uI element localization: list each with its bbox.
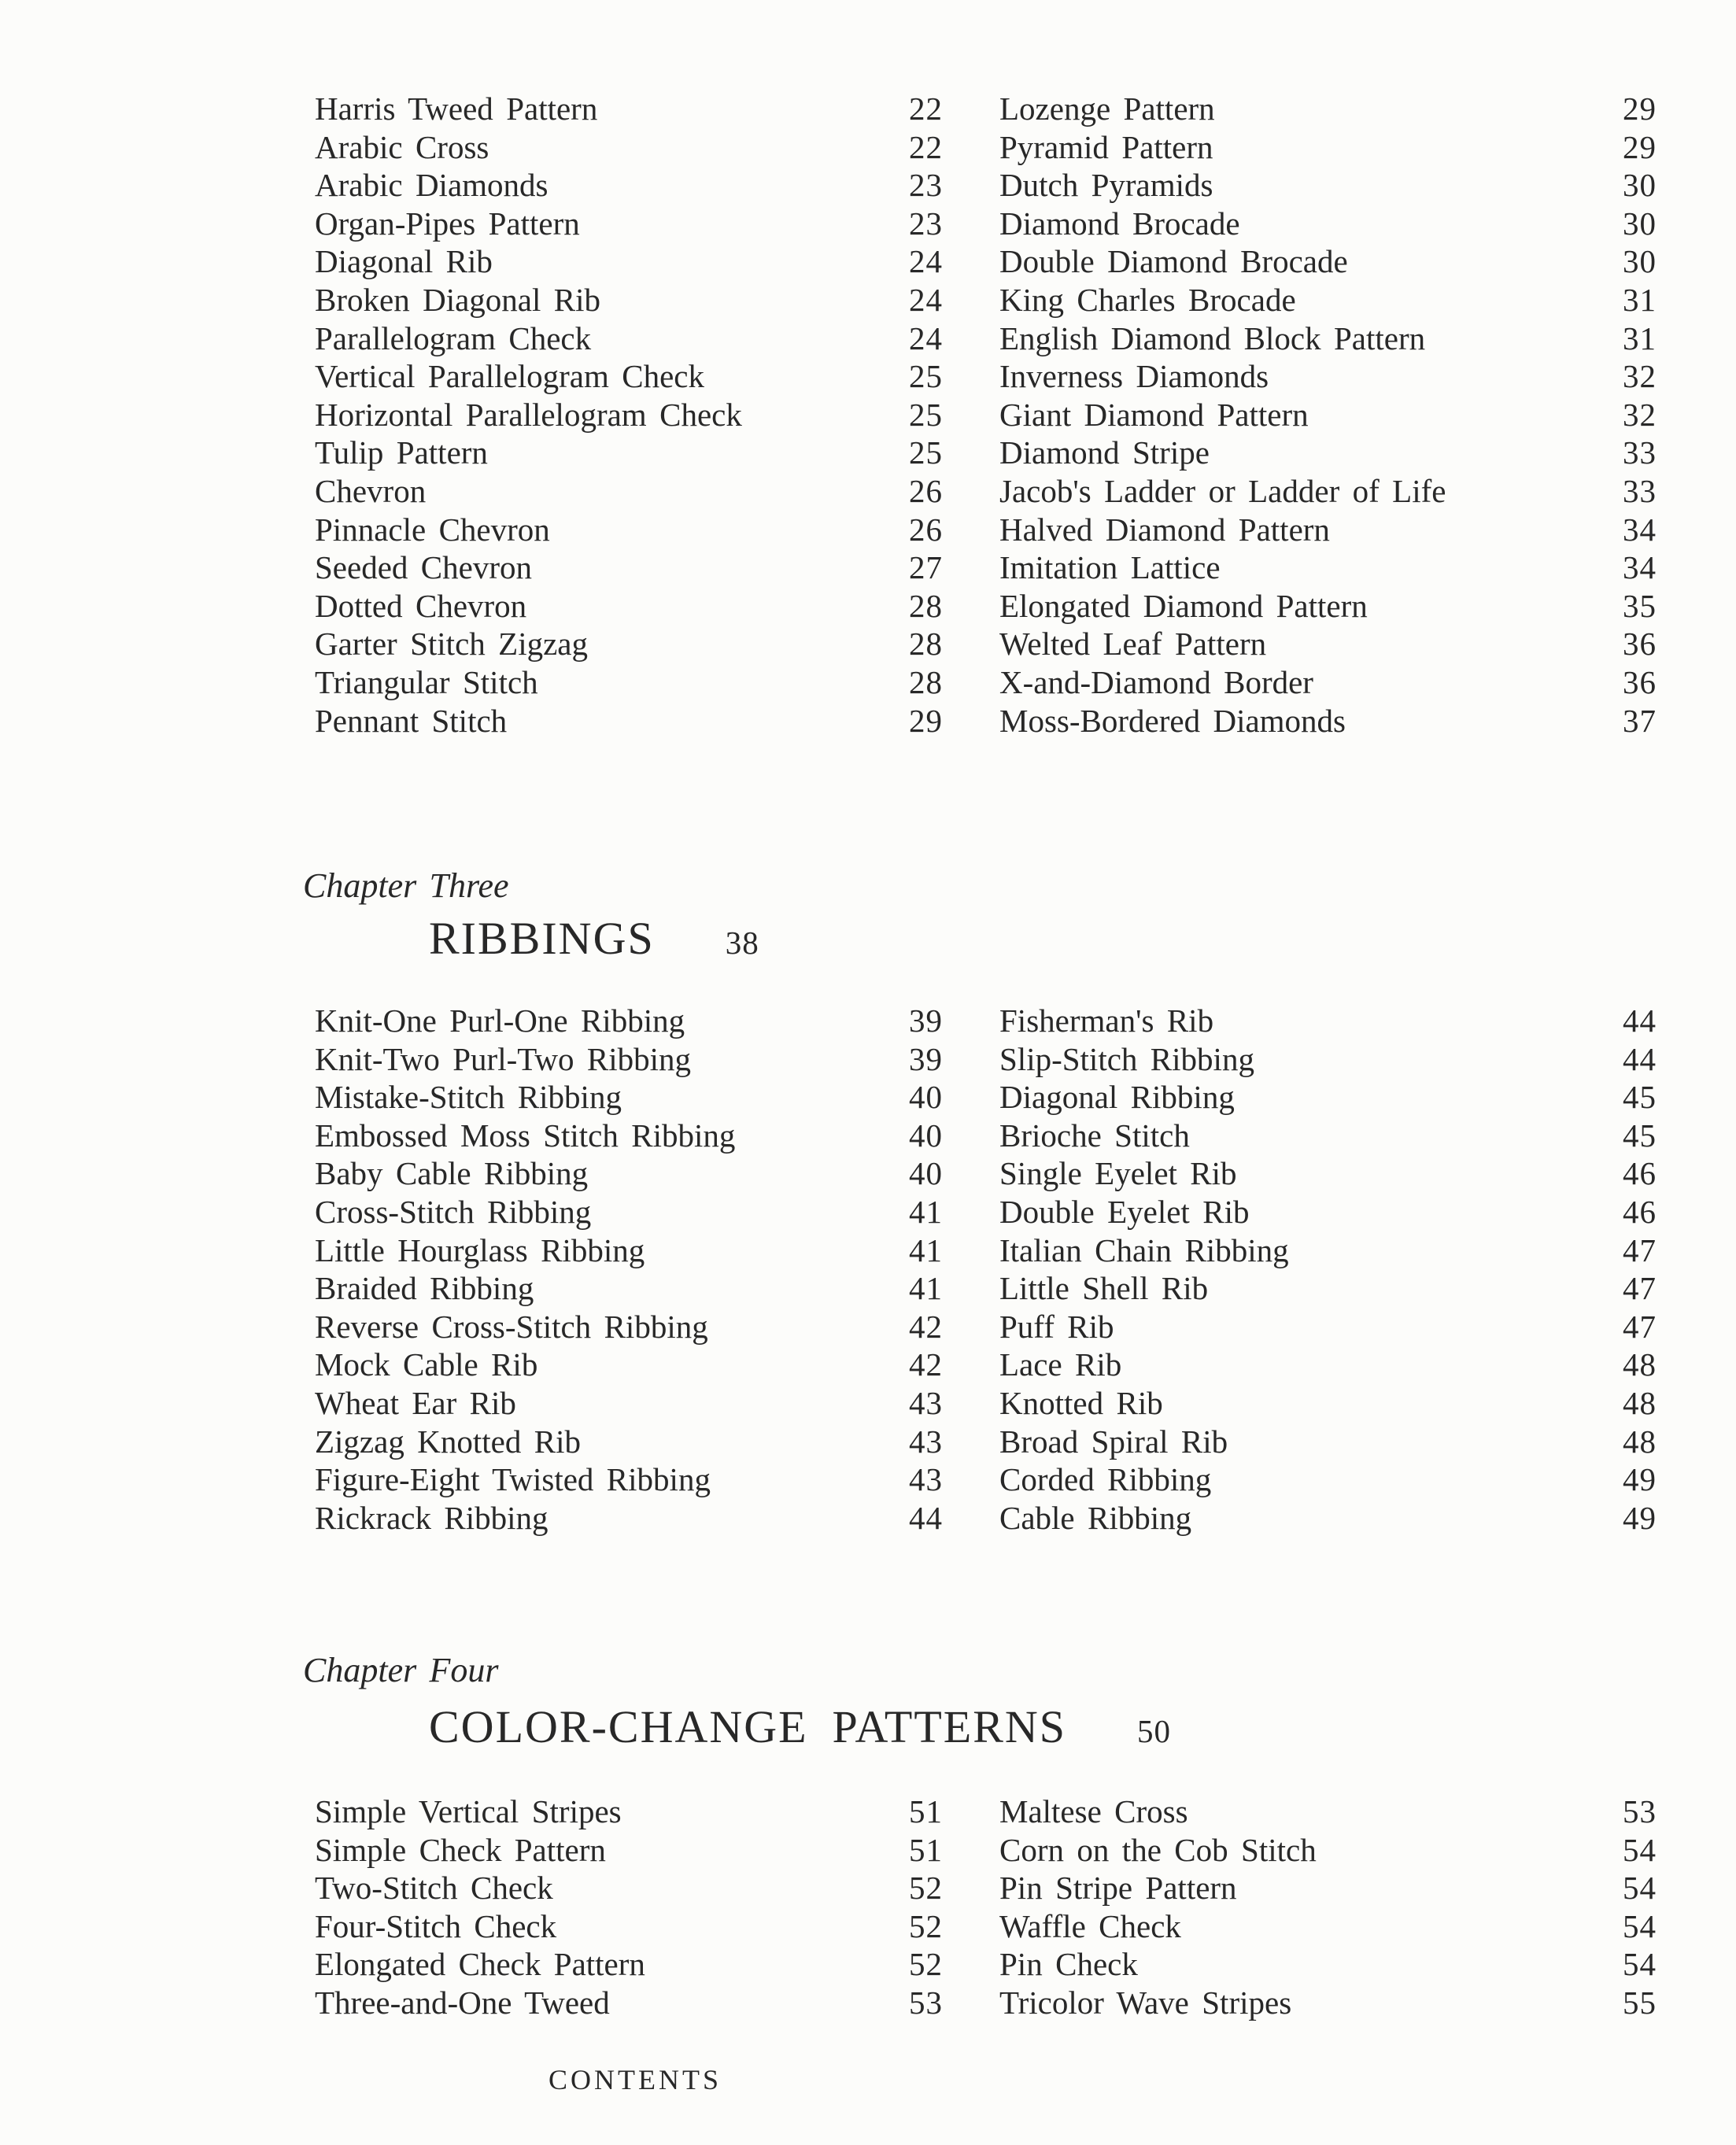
entry-title: Pin Stripe Pattern [999, 1870, 1237, 1907]
entry-title: Zigzag Knotted Rib [315, 1423, 581, 1460]
toc-entry [999, 702, 1657, 740]
toc-section-color-change [315, 1792, 1657, 2022]
entry-page-number: 46 [1623, 1193, 1657, 1230]
entry-title: Broad Spiral Rib [999, 1423, 1228, 1460]
entry-title: Rickrack Ribbing [315, 1499, 549, 1536]
entry-page-number: 30 [1623, 205, 1657, 242]
entry-page-number: 54 [1623, 1946, 1657, 1983]
toc-entry [999, 1460, 1657, 1499]
ribbings-heading [429, 914, 759, 963]
entry-title: Diamond Stripe [999, 434, 1210, 471]
toc-entry [315, 242, 943, 281]
entry-title: Garter Stitch Zigzag [315, 626, 589, 663]
entry-title: Diamond Brocade [999, 205, 1240, 242]
toc-entry [315, 472, 943, 511]
entry-title: Arabic Cross [315, 128, 489, 165]
entry-title: Arabic Diamonds [315, 167, 549, 204]
entry-page-number: 52 [909, 1907, 943, 1944]
entry-title: Knit-Two Purl-Two Ribbing [315, 1040, 692, 1077]
entry-title: Seeded Chevron [315, 549, 532, 586]
toc-entry [999, 1193, 1657, 1231]
entry-page-number: 36 [1623, 626, 1657, 663]
entry-page-number: 22 [909, 128, 943, 165]
entry-title: Halved Diamond Pattern [999, 511, 1330, 548]
entry-title: Fisherman's Rib [999, 1002, 1214, 1039]
toc-entry [999, 1984, 1657, 2022]
entry-title: Elongated Check Pattern [315, 1946, 645, 1983]
entry-title: Pyramid Pattern [999, 128, 1213, 165]
toc-entry [999, 166, 1657, 205]
entry-title: Pinnacle Chevron [315, 511, 550, 548]
entry-page-number: 28 [909, 587, 943, 624]
entry-title: Dutch Pyramids [999, 167, 1213, 204]
toc-entry [315, 1269, 943, 1308]
toc-entry [315, 548, 943, 587]
entry-page-number: 48 [1623, 1384, 1657, 1421]
entry-title: Double Eyelet Rib [999, 1193, 1250, 1230]
toc-entry [315, 1078, 943, 1117]
entry-page-number: 53 [909, 1984, 943, 2021]
toc-entry [999, 205, 1657, 243]
entry-title: Maltese Cross [999, 1793, 1188, 1829]
entry-page-number: 25 [909, 434, 943, 471]
entry-page-number: 36 [1623, 663, 1657, 700]
toc-entry [999, 1231, 1657, 1270]
entry-title: Organ-Pipes Pattern [315, 205, 580, 242]
toc-entry [315, 128, 943, 167]
entry-page-number: 29 [1623, 128, 1657, 165]
toc-entry [999, 1869, 1657, 1907]
toc-column-right [999, 1792, 1657, 2022]
entry-title: Cable Ribbing [999, 1499, 1192, 1536]
entry-title: Giant Diamond Pattern [999, 396, 1309, 433]
entry-title: Pin Check [999, 1946, 1138, 1983]
entry-title: Slip-Stitch Ribbing [999, 1040, 1254, 1077]
toc-entry [315, 1002, 943, 1040]
toc-entry [999, 1423, 1657, 1461]
toc-section-ribbings [315, 1002, 1657, 1537]
entry-title: Knotted Rib [999, 1384, 1163, 1421]
entry-title: X-and-Diamond Border [999, 663, 1313, 700]
entry-title: Chevron [315, 472, 427, 509]
entry-page-number: 43 [909, 1384, 943, 1421]
toc-entry [315, 1117, 943, 1155]
entry-title: Lace Rib [999, 1346, 1122, 1383]
entry-title: King Charles Brocade [999, 281, 1296, 318]
chapter-four-label: Chapter Four [303, 1651, 499, 1689]
entry-page-number: 27 [909, 549, 943, 586]
entry-page-number: 30 [1623, 167, 1657, 204]
toc-entry [315, 434, 943, 472]
entry-page-number: 55 [1623, 1984, 1657, 2021]
entry-page-number: 25 [909, 396, 943, 433]
entry-title: Cross-Stitch Ribbing [315, 1193, 592, 1230]
entry-page-number: 34 [1623, 511, 1657, 548]
entry-page-number: 29 [1623, 90, 1657, 127]
entry-title: Knit-One Purl-One Ribbing [315, 1002, 685, 1039]
entry-page-number: 49 [1623, 1461, 1657, 1498]
entry-title: Diagonal Rib [315, 243, 493, 280]
entry-title: Embossed Moss Stitch Ribbing [315, 1117, 736, 1154]
entry-title: Brioche Stitch [999, 1117, 1190, 1154]
entry-title: Italian Chain Ribbing [999, 1231, 1289, 1268]
entry-page-number: 52 [909, 1870, 943, 1907]
toc-entry [999, 663, 1657, 702]
entry-page-number: 33 [1623, 434, 1657, 471]
toc-entry [315, 1193, 943, 1231]
entry-title: Three-and-One Tweed [315, 1984, 610, 2021]
toc-entry [315, 511, 943, 549]
entry-title: Simple Vertical Stripes [315, 1793, 622, 1829]
entry-page-number: 52 [909, 1946, 943, 1983]
toc-entry [999, 319, 1657, 358]
entry-page-number: 43 [909, 1461, 943, 1498]
toc-entry [999, 1499, 1657, 1538]
entry-title: Harris Tweed Pattern [315, 90, 598, 127]
entry-page-number: 51 [909, 1793, 943, 1829]
toc-entry [999, 1269, 1657, 1308]
toc-entry [315, 1945, 943, 1984]
entry-page-number: 29 [909, 702, 943, 739]
toc-entry [315, 1869, 943, 1907]
toc-entry [999, 1346, 1657, 1384]
entry-title: Vertical Parallelogram Check [315, 358, 704, 395]
toc-entry [999, 242, 1657, 281]
entry-title: Tulip Pattern [315, 434, 488, 471]
entry-page-number: 31 [1623, 281, 1657, 318]
entry-title: Mock Cable Rib [315, 1346, 538, 1383]
toc-entry [315, 625, 943, 663]
entry-title: Single Eyelet Rib [999, 1155, 1237, 1192]
entry-title: English Diamond Block Pattern [999, 319, 1426, 356]
entry-page-number: 24 [909, 243, 943, 280]
entry-page-number: 37 [1623, 702, 1657, 739]
entry-page-number: 51 [909, 1831, 943, 1868]
toc-entry [999, 1078, 1657, 1117]
entry-page-number: 34 [1623, 549, 1657, 586]
toc-entry [999, 434, 1657, 472]
entry-page-number: 45 [1623, 1117, 1657, 1154]
toc-entry [999, 548, 1657, 587]
toc-column-left [315, 1792, 943, 2022]
toc-entry [315, 205, 943, 243]
entry-title: Two-Stitch Check [315, 1870, 553, 1907]
entry-title: Jacob's Ladder or Ladder of Life [999, 472, 1446, 509]
entry-page-number: 42 [909, 1346, 943, 1383]
entry-page-number: 25 [909, 358, 943, 395]
toc-entry [999, 1308, 1657, 1346]
toc-entry [315, 1831, 943, 1870]
entry-title: Parallelogram Check [315, 319, 592, 356]
toc-entry [315, 319, 943, 358]
contents-footer: CONTENTS [549, 2064, 722, 2095]
entry-title: Imitation Lattice [999, 549, 1221, 586]
entry-page-number: 23 [909, 167, 943, 204]
entry-title: Diagonal Ribbing [999, 1079, 1235, 1116]
toc-entry [999, 1154, 1657, 1193]
toc-entry [315, 1499, 943, 1538]
entry-page-number: 49 [1623, 1499, 1657, 1536]
toc-entry [999, 1792, 1657, 1831]
chapter-page-number: 38 [725, 925, 759, 961]
toc-entry [999, 357, 1657, 396]
entry-title: Figure-Eight Twisted Ribbing [315, 1461, 711, 1498]
entry-page-number: 32 [1623, 358, 1657, 395]
entry-title: Simple Check Pattern [315, 1831, 606, 1868]
entry-page-number: 31 [1623, 319, 1657, 356]
entry-page-number: 22 [909, 90, 943, 127]
entry-page-number: 47 [1623, 1231, 1657, 1268]
entry-page-number: 48 [1623, 1346, 1657, 1383]
entry-page-number: 45 [1623, 1079, 1657, 1116]
entry-page-number: 44 [1623, 1040, 1657, 1077]
entry-page-number: 40 [909, 1117, 943, 1154]
entry-title: Elongated Diamond Pattern [999, 587, 1368, 624]
entry-title: Moss-Bordered Diamonds [999, 702, 1346, 739]
toc-column-right [999, 90, 1657, 740]
entry-title: Braided Ribbing [315, 1270, 534, 1307]
toc-entry [999, 1040, 1657, 1079]
toc-entry [999, 396, 1657, 434]
entry-page-number: 40 [909, 1079, 943, 1116]
entry-page-number: 24 [909, 281, 943, 318]
toc-entry [315, 1984, 943, 2022]
entry-title: Corn on the Cob Stitch [999, 1831, 1317, 1868]
toc-column-left [315, 1002, 943, 1537]
entry-page-number: 26 [909, 472, 943, 509]
entry-title: Wheat Ear Rib [315, 1384, 516, 1421]
entry-page-number: 23 [909, 205, 943, 242]
entry-page-number: 26 [909, 511, 943, 548]
entry-title: Dotted Chevron [315, 587, 527, 624]
entry-page-number: 41 [909, 1193, 943, 1230]
chapter-title: RIBBINGS [429, 913, 655, 964]
entry-page-number: 48 [1623, 1423, 1657, 1460]
entry-title: Puff Rib [999, 1308, 1114, 1345]
entry-page-number: 42 [909, 1308, 943, 1345]
entry-page-number: 44 [909, 1499, 943, 1536]
entry-page-number: 41 [909, 1231, 943, 1268]
chapter-three-label: Chapter Three [303, 866, 509, 905]
toc-entry [315, 587, 943, 626]
entry-title: Tricolor Wave Stripes [999, 1984, 1292, 2021]
toc-entry [315, 281, 943, 319]
toc-entry [999, 1117, 1657, 1155]
entry-title: Double Diamond Brocade [999, 243, 1348, 280]
entry-page-number: 35 [1623, 587, 1657, 624]
entry-title: Lozenge Pattern [999, 90, 1215, 127]
entry-title: Triangular Stitch [315, 663, 538, 700]
entry-page-number: 41 [909, 1270, 943, 1307]
toc-entry [999, 1002, 1657, 1040]
entry-page-number: 43 [909, 1423, 943, 1460]
toc-entry [315, 90, 943, 128]
entry-page-number: 53 [1623, 1793, 1657, 1829]
toc-entry [315, 1154, 943, 1193]
toc-entry [315, 702, 943, 740]
entry-page-number: 40 [909, 1155, 943, 1192]
entry-page-number: 33 [1623, 472, 1657, 509]
toc-entry [315, 396, 943, 434]
entry-page-number: 54 [1623, 1831, 1657, 1868]
toc-column-left [315, 90, 943, 740]
toc-entry [315, 1384, 943, 1423]
toc-entry [315, 1346, 943, 1384]
entry-page-number: 28 [909, 626, 943, 663]
toc-entry [999, 1384, 1657, 1423]
toc-entry [315, 1308, 943, 1346]
entry-page-number: 44 [1623, 1002, 1657, 1039]
entry-title: Broken Diagonal Rib [315, 281, 601, 318]
toc-entry [999, 1907, 1657, 1946]
entry-title: Little Shell Rib [999, 1270, 1209, 1307]
entry-page-number: 54 [1623, 1870, 1657, 1907]
toc-entry [999, 128, 1657, 167]
entry-title: Inverness Diamonds [999, 358, 1269, 395]
entry-title: Four-Stitch Check [315, 1907, 557, 1944]
toc-entry [999, 1945, 1657, 1984]
entry-page-number: 24 [909, 319, 943, 356]
toc-entry [999, 1831, 1657, 1870]
toc-entry [999, 472, 1657, 511]
entry-title: Mistake-Stitch Ribbing [315, 1079, 622, 1116]
entry-title: Reverse Cross-Stitch Ribbing [315, 1308, 708, 1345]
entry-page-number: 47 [1623, 1270, 1657, 1307]
entry-page-number: 47 [1623, 1308, 1657, 1345]
entry-page-number: 39 [909, 1040, 943, 1077]
toc-entry [315, 166, 943, 205]
entry-title: Welted Leaf Pattern [999, 626, 1267, 663]
toc-entry [999, 281, 1657, 319]
toc-entry [315, 1423, 943, 1461]
entry-title: Horizontal Parallelogram Check [315, 396, 742, 433]
entry-title: Waffle Check [999, 1907, 1181, 1944]
toc-entry [999, 90, 1657, 128]
entry-page-number: 46 [1623, 1155, 1657, 1192]
entry-title: Little Hourglass Ribbing [315, 1231, 645, 1268]
toc-entry [315, 1231, 943, 1270]
toc-column-right [999, 1002, 1657, 1537]
entry-page-number: 32 [1623, 396, 1657, 433]
toc-entry [999, 625, 1657, 663]
entry-page-number: 54 [1623, 1907, 1657, 1944]
entry-page-number: 28 [909, 663, 943, 700]
toc-entry [315, 1040, 943, 1079]
entry-page-number: 30 [1623, 243, 1657, 280]
toc-entry [315, 1792, 943, 1831]
entry-title: Baby Cable Ribbing [315, 1155, 589, 1192]
toc-entry [315, 1460, 943, 1499]
toc-entry [315, 1907, 943, 1946]
toc-entry [999, 587, 1657, 626]
toc-section-patterns [315, 90, 1657, 740]
entry-title: Corded Ribbing [999, 1461, 1212, 1498]
entry-page-number: 39 [909, 1002, 943, 1039]
chapter-title: COLOR-CHANGE PATTERNS [429, 1701, 1067, 1752]
color-change-heading [429, 1703, 1171, 1752]
toc-entry [999, 511, 1657, 549]
toc-entry [315, 357, 943, 396]
toc-entry [315, 663, 943, 702]
chapter-page-number: 50 [1137, 1713, 1172, 1749]
entry-title: Pennant Stitch [315, 702, 508, 739]
